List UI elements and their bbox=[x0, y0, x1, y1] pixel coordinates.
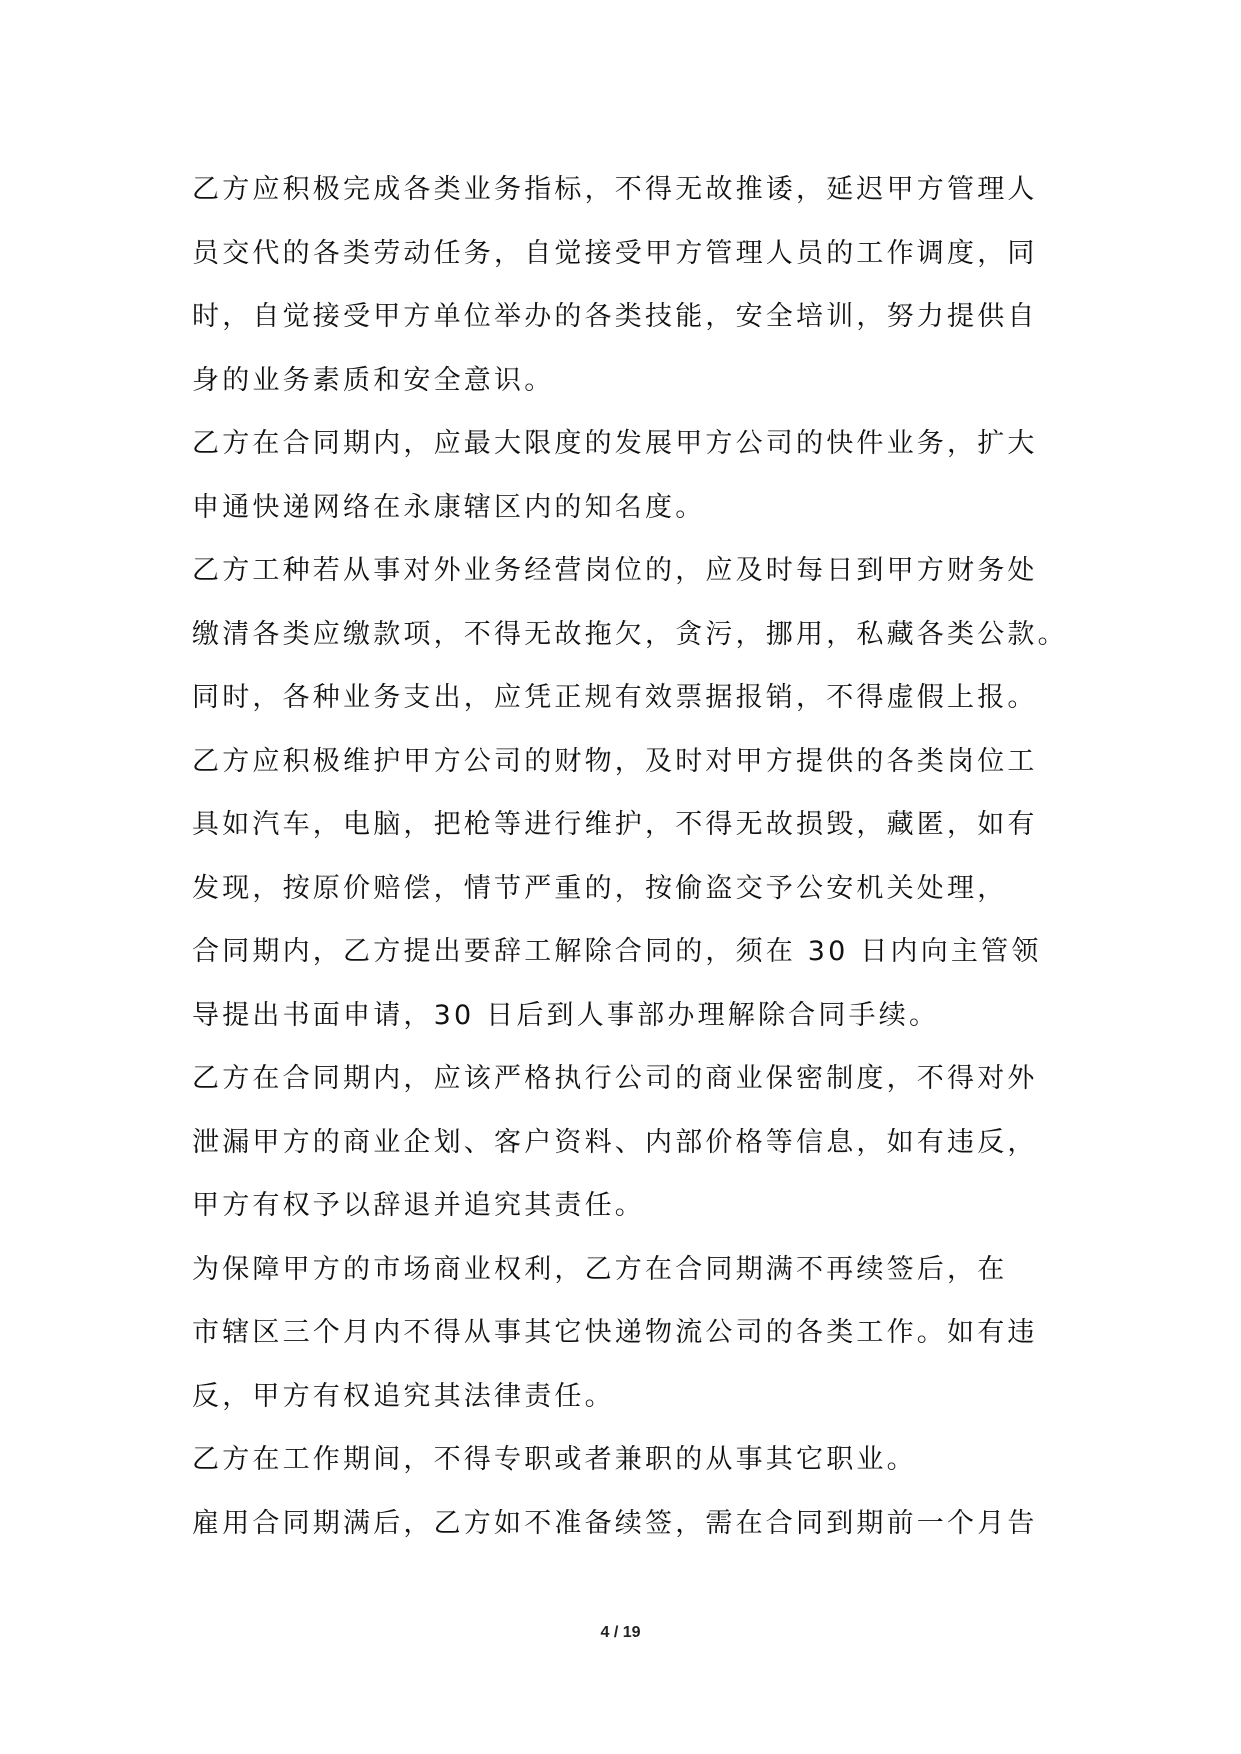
text-line: 导提出书面申请，30 日后到人事部办理解除合同手续。 bbox=[192, 999, 940, 1031]
text-line: 乙方应积极完成各类业务指标，不得无故推诿，延迟甲方管理人 bbox=[192, 174, 1038, 205]
text-line: 乙方在合同期内，应该严格执行公司的商业保密制度，不得对外 bbox=[192, 1063, 1038, 1094]
text-line: 员交代的各类劳动任务，自觉接受甲方管理人员的工作调度，同 bbox=[192, 237, 1038, 269]
text-line: 缴清各类应缴款项，不得无故拖欠，贪污，挪用，私藏各类公款。 bbox=[192, 618, 1068, 650]
text-line: 乙方在工作期间，不得专职或者兼职的从事其它职业。 bbox=[192, 1444, 917, 1475]
text-line: 市辖区三个月内不得从事其它快递物流公司的各类工作。如有违 bbox=[192, 1317, 1038, 1348]
text-line: 反，甲方有权追究其法律责任。 bbox=[192, 1380, 615, 1412]
text-line: 泄漏甲方的商业企划、客户资料、内部价格等信息，如有违反， bbox=[192, 1126, 1038, 1158]
text-line: 申通快递网络在永康辖区内的知名度。 bbox=[192, 491, 706, 523]
text-line: 乙方工种若从事对外业务经营岗位的，应及时每日到甲方财务处 bbox=[192, 555, 1038, 586]
text-line: 甲方有权予以辞退并追究其责任。 bbox=[192, 1190, 645, 1221]
text-line: 为保障甲方的市场商业权利，乙方在合同期满不再续签后，在 bbox=[192, 1253, 1008, 1285]
text-line: 具如汽车，电脑，把枪等进行维护，不得无故损毁，藏匿，如有 bbox=[192, 809, 1038, 840]
text-line: 合同期内，乙方提出要辞工解除合同的，须在 30 日内向主管领 bbox=[192, 936, 1042, 967]
text-line: 时，自觉接受甲方单位举办的各类技能，安全培训，努力提供自 bbox=[192, 301, 1038, 332]
document-body bbox=[192, 158, 1072, 1555]
text-line: 同时，各种业务支出，应凭正规有效票据报销，不得虚假上报。 bbox=[192, 682, 1038, 713]
page-number: 4 / 19 bbox=[600, 1624, 641, 1641]
text-line: 乙方应积极维护甲方公司的财物，及时对甲方提供的各类岗位工 bbox=[192, 745, 1038, 777]
text-line: 发现，按原价赔偿，情节严重的，按偷盗交予公安机关处理， bbox=[192, 872, 1008, 904]
text-line: 乙方在合同期内，应最大限度的发展甲方公司的快件业务，扩大 bbox=[192, 428, 1038, 459]
text-line: 雇用合同期满后，乙方如不准备续签，需在合同到期前一个月告 bbox=[192, 1507, 1038, 1539]
text-line: 身的业务素质和安全意识。 bbox=[192, 364, 555, 396]
